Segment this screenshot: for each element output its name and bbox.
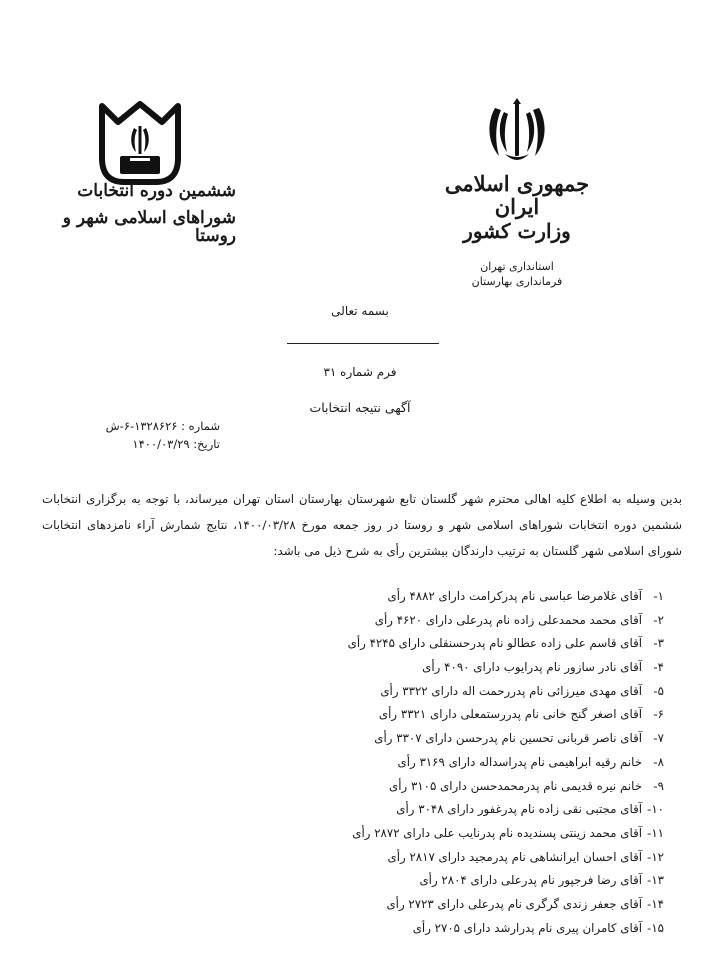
- item-number: ۱۱-: [647, 825, 664, 840]
- item-number: ۱۴-: [647, 896, 664, 911]
- item-text: خانم رقیه ابراهیمی نام پدراسداله دارای ۳۱۶۹ رأی: [397, 754, 642, 769]
- item-number: ۵-: [653, 683, 664, 698]
- item-text: خانم نیره قدیمی نام پدرمحمدحسن دارای ۳۱۰۵ رأی: [389, 778, 642, 793]
- item-number: ۴-: [653, 660, 664, 675]
- item-number: ۱-: [653, 589, 664, 603]
- item-number: ۳-: [653, 636, 664, 651]
- item-text: آقای قاسم علی زاده عطالو نام پدرحسنقلی دارای ۴۲۴۵ رأی: [347, 636, 642, 651]
- item-number: ۲-: [653, 612, 664, 627]
- document-number: شماره : ۱۳۲۸۶۲۶-۶-ش: [105, 419, 220, 433]
- list-item: [244, 680, 664, 704]
- ballot-box-icon: [94, 98, 186, 188]
- list-item: [244, 846, 664, 870]
- item-number: ۹-: [653, 778, 664, 793]
- list-item: [244, 893, 664, 917]
- item-number: ۱۵-: [647, 920, 664, 935]
- item-text: آقای نادر سازور نام پدرایوب دارای ۴۰۹۰ رأی: [422, 660, 642, 675]
- iran-emblem-icon: [485, 98, 549, 166]
- announcement-title: آگهی نتیجه انتخابات: [309, 400, 411, 415]
- list-item: [244, 917, 664, 941]
- document-meta: [106, 418, 220, 454]
- form-number: فرم شماره ۳۱: [323, 365, 397, 379]
- item-number: ۱۰-: [647, 802, 664, 817]
- document-date: تاریخ: ۱۴۰۰/۰۳/۲۹: [132, 436, 220, 451]
- list-item: [244, 869, 664, 893]
- item-text: آقای غلامرضا عباسی نام پدرکرامت دارای ۴۸۸۲ رأی: [387, 589, 642, 603]
- bismillah-heading: بسمه تعالی: [331, 304, 389, 318]
- election-title-line1: ششمین دوره انتخابات: [77, 181, 236, 201]
- item-text: آقای محمد زینتی پسندیده نام پدرنایب علی دارای ۲۸۷۲ رأی: [352, 825, 642, 840]
- item-number: ۱۲-: [647, 849, 664, 864]
- election-letterhead: [56, 98, 236, 246]
- ministry-title-line2: وزارت کشور: [463, 219, 571, 244]
- item-text: آقای مجتبی نقی زاده نام پدرغفور دارای ۳۰۴۸ رأی: [396, 802, 642, 817]
- list-item: [244, 703, 664, 727]
- item-number: ۱۳-: [647, 873, 664, 888]
- list-item: [244, 775, 664, 799]
- list-item: [244, 632, 664, 656]
- item-text: آقای اصغر گنج خانی نام پدررستمعلی دارای ۳۳۲۱ رأی: [378, 707, 642, 722]
- item-text: آقای مهدی میرزائی نام پدررحمت اله دارای ۳۳۲۲ رأی: [380, 683, 642, 698]
- item-text: آقای رضا فرجپور نام پدرعلی دارای ۲۸۰۴ رأی: [419, 873, 642, 888]
- election-title-line2: شوراهای اسلامی شهر و روستا: [62, 207, 236, 247]
- item-text: آقای احسان ایرانشاهی نام پدرمجید دارای ۲۸۱۷ رأی: [387, 849, 642, 864]
- item-text: آقای محمد محمدعلی زاده نام پدرعلی دارای ۴۶۲۰ رأی: [374, 612, 642, 627]
- body-paragraph: بدین وسیله به اطلاع کلیه اهالی محترم شهر گلستان تابع شهرستان بهارستان استان تهران میرساند، با توجه به برگزاری انتخابات ششمین دوره انتخابات شوراهای اسلامی شهر و روستا در روز جمعه مورخ ۱۴۰۰/۰۳/۲۸، نتایج شمارش آراء نامزدهای انتخابات شورای اسلامی شهر گلستان به ترتیب دارندگان بیشترین رأی به شرح ذیل می باشد:: [42, 492, 682, 558]
- results-list: [244, 585, 664, 940]
- list-item: [244, 822, 664, 846]
- office-block: [432, 260, 602, 290]
- list-item: [244, 609, 664, 633]
- item-text: آقای ناصر قربانی تحسین نام پدرحسن دارای ۳۳۰۷ رأی: [374, 731, 642, 746]
- list-item: [244, 585, 664, 609]
- item-number: ۸-: [653, 754, 664, 769]
- header-divider: [287, 343, 439, 344]
- ministry-title-line1: جمهوری اسلامی ایران: [444, 171, 590, 220]
- list-item: [244, 798, 664, 822]
- item-number: ۶-: [653, 707, 664, 722]
- office-line2: فرمانداری بهارستان: [471, 275, 563, 289]
- item-number: ۷-: [653, 731, 664, 746]
- item-text: آقای کامران پیری نام پدرارشد دارای ۲۷۰۵ رأی: [412, 920, 642, 935]
- list-item: [244, 656, 664, 680]
- ministry-letterhead: [432, 98, 602, 290]
- list-item: [244, 751, 664, 775]
- list-item: [244, 727, 664, 751]
- office-line1: استانداری تهران: [480, 260, 554, 274]
- item-text: آقای جعفر زندی گرگری نام پدرعلی دارای ۲۷۲۳ رأی: [386, 896, 642, 911]
